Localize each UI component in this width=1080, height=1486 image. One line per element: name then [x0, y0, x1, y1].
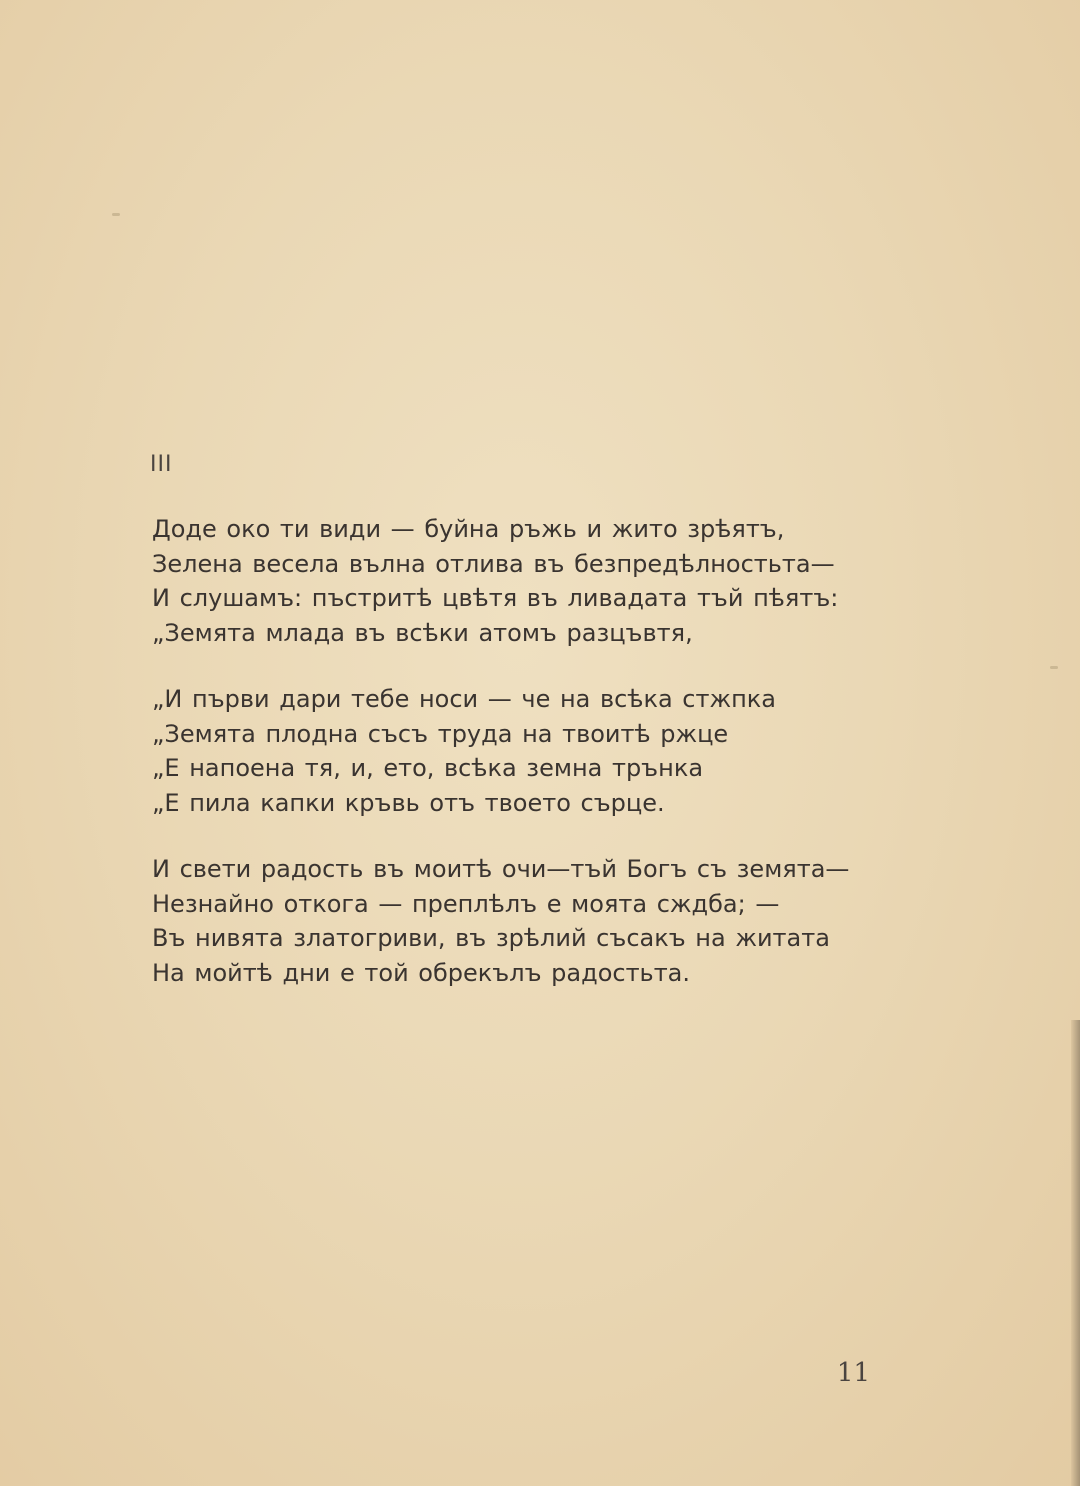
page-number: 11 — [836, 1358, 870, 1388]
verse-line: „И първи дари тебе носи — че на всѣка стжпка — [152, 685, 776, 713]
verse-line: Доде око ти види — буйна ръжь и жито зрѣятъ, — [152, 515, 785, 543]
paper-speck — [1050, 666, 1058, 669]
stanza — [152, 682, 872, 820]
stanza — [152, 512, 872, 650]
verse-line: „Земята млада въ всѣки атомъ разцъвтя, — [152, 618, 693, 647]
section-number: III — [150, 452, 173, 477]
verse-line: „Е напоена тя, и, ето, всѣка земна трънка — [152, 754, 704, 782]
verse-line: „Е пила капки кръвь отъ твоето сърце. — [152, 788, 665, 817]
verse-line: И слушамъ: пъстритѣ цвѣтя въ ливадата тъй пѣятъ: — [152, 584, 839, 612]
paper-speck — [112, 213, 120, 216]
verse-line: „Земята плодна съсъ труда на твоитѣ ржце — [152, 719, 729, 748]
verse-line: Зелена весела вълна отлива въ безпредѣлностьта— — [152, 549, 835, 578]
page-edge-shadow — [1071, 1020, 1080, 1486]
stanza — [152, 852, 872, 990]
verse-line: И свети радость въ моитѣ очи—тъй Богъ съ земята— — [152, 855, 850, 883]
verse-line: Незнайно откога — преплѣлъ е моята сждба; — — [152, 889, 780, 918]
verse-line: Въ нивята златогриви, въ зрѣлий съсакъ на житата — [152, 924, 830, 952]
verse-line: На мойтѣ дни е той обрекълъ радостьта. — [152, 958, 691, 987]
